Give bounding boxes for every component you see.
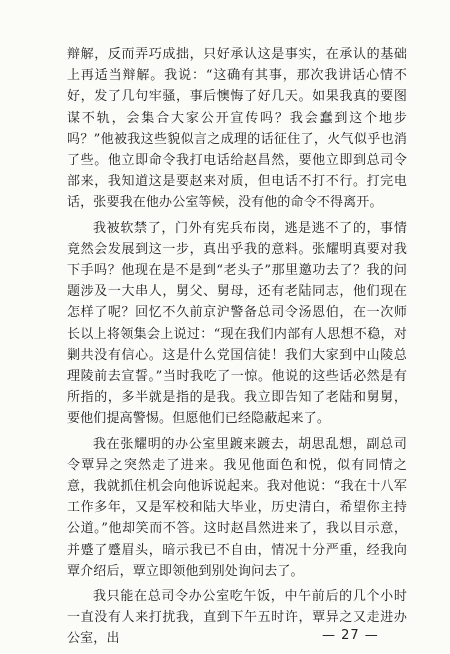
page-number: — 27 — xyxy=(322,628,379,643)
paragraph: 我只能在总司令办公室吃午饭，中午前后的几个小时一直没有人来打扰我，直到下午五时许，覃异之又走进办公室，出 xyxy=(67,589,407,647)
body-text xyxy=(67,44,407,654)
paragraph-continued: 辩解，反而弄巧成拙，只好承认这是事实，在承认的基础上再适当辩解。我说：“这确有其事，那次我讲话心情不好，发了几句牢骚，事后懊悔了好几天。如果我真的要图谋不轨，会集合大家公开宣传吗？我会蠢到这个地步吗？”他被我这些貌似言之成理的话征住了，火气似乎也消了些。他立即命令我打电话给赵昌然，要他立即到总司令部来，我知道这是要赵来对质，但电话不打不行。打完电话，张要我在他办公室等候，没有他的命令不得离开。 xyxy=(67,47,407,211)
paragraph: 我被软禁了，门外有宪兵布岗，逃是逃不了的，事情竟然会发展到这一步，真出乎我的意料。张耀明真要对我下手吗？他现在是不是到“老头子”那里邀功去了？我的问题涉及一大串人，舅父、舅母，还有老陆同志，他们现在怎样了呢？回忆不久前京沪警备总司令汤恩伯，在一次师长以上将领集会上说过：“现在我们内部有人思想不稳，对剿共没有信心。这是什么党国信徒！我们大家到中山陵总理陵前去宣誓。”当时我吃了一惊。他说的这些话必然是有所指的，多半就是指的是我。我立即告知了老陆和舅舅，要他们提高警惕。但愿他们已经隐蔽起来了。 xyxy=(67,220,407,427)
paragraph: 我在张耀明的办公室里踱来踱去，胡思乱想，副总司令覃异之突然走了进来。我见他面色和悦，似有同情之意，我就抓住机会向他诉说起来。我对他说：“我在十八军工作多年，又是军校和陆大毕业，历史清白，希望你主持公道。”他却笑而不答。这时赵昌然进来了，我以目示意，并蹙了蹙眉头，暗示我已不自由，情况十分严重，经我向覃介绍后，覃立即领他到别处询问去了。 xyxy=(67,436,407,579)
